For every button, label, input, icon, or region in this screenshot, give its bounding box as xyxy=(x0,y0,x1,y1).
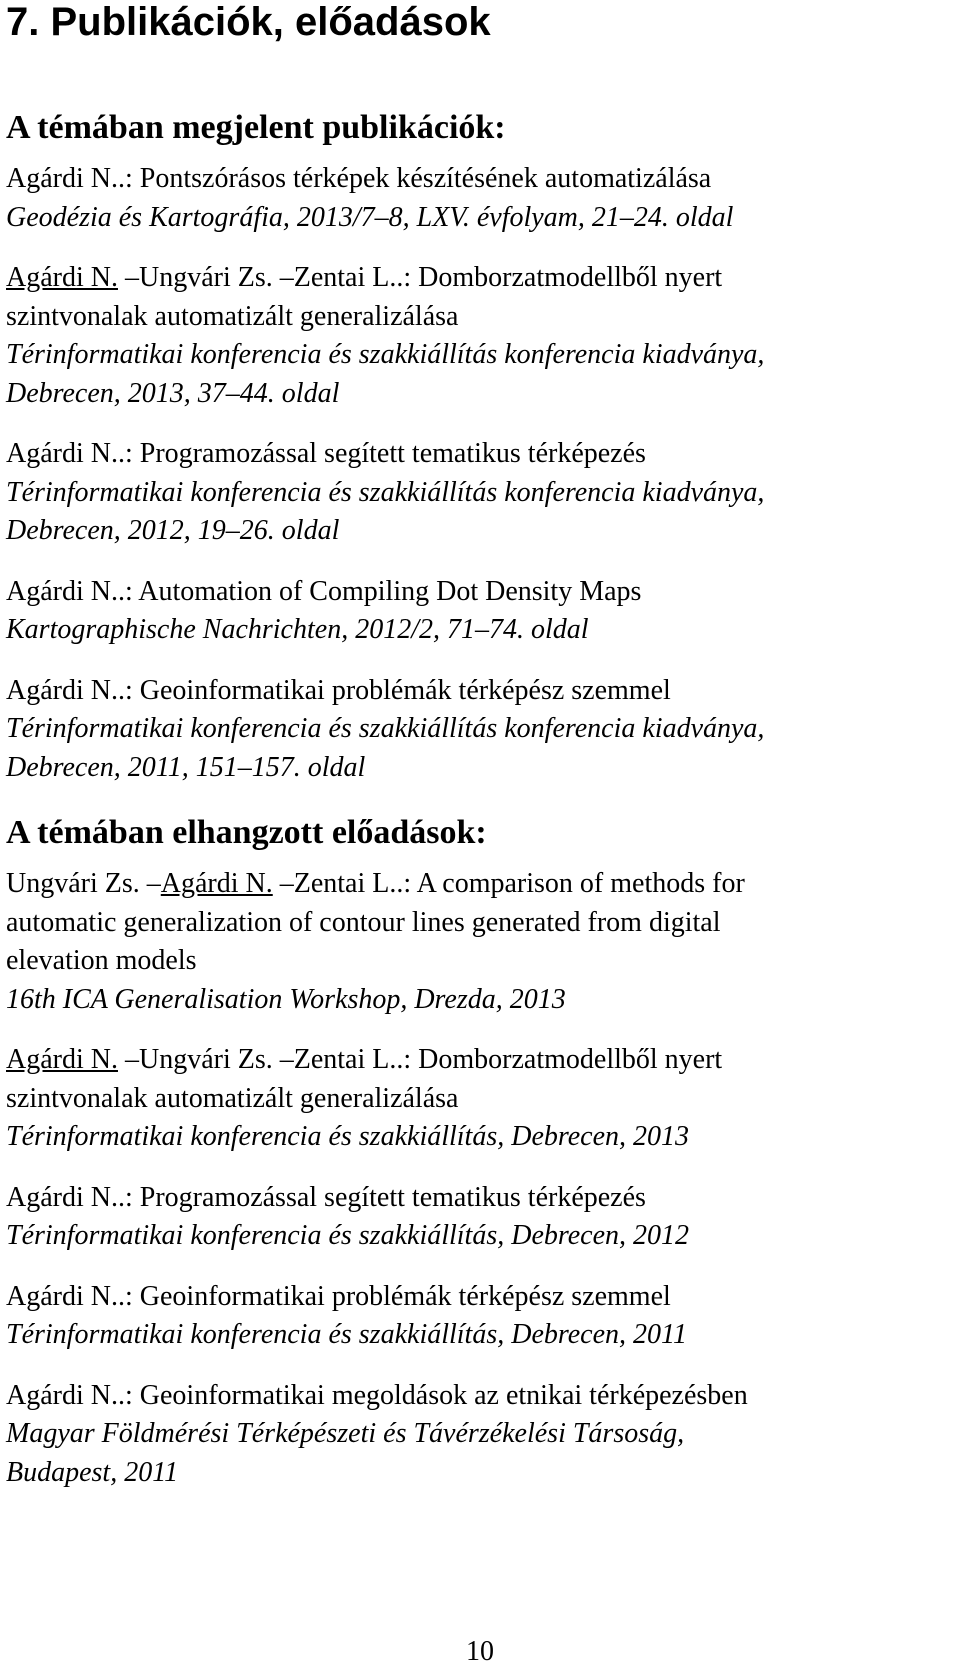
chapter-title: 7. Publikációk, előadások xyxy=(6,0,491,44)
entry-title: .: Automation of Compiling Dot Density Maps xyxy=(117,575,642,607)
entry-venue-line: Térinformatikai konferencia és szakkiállítás, Debrecen, 2013 xyxy=(6,1121,690,1152)
author-name: Agárdi N. xyxy=(6,163,118,194)
entry-venue-line: Budapest, 2011 xyxy=(6,1456,179,1488)
entry-venue-line: Geodézia és Kartográfia, 2013/7–8, LXV. évfolyam, 21–24. oldal xyxy=(6,201,734,233)
document-page xyxy=(6,0,956,1514)
entry-title: .: Domborzatmodellből nyert xyxy=(396,262,723,293)
talk-entry xyxy=(6,865,956,1019)
publication-entry xyxy=(6,573,956,650)
entry-venue-line: Debrecen, 2013, 37–44. oldal xyxy=(6,377,340,409)
author-name: Zentai L. xyxy=(293,868,397,899)
publication-entry xyxy=(6,160,956,237)
author-name: Agárdi N. xyxy=(6,438,118,469)
entry-title: .: Pontszórásos térképek készítésének automatizálása xyxy=(117,163,712,194)
entry-author-line xyxy=(6,1278,956,1317)
entry-author-line xyxy=(6,435,956,474)
publication-entry xyxy=(6,259,956,413)
entry-title: .: Geoinformatikai problémák térképész szemmel xyxy=(117,674,671,706)
entry-venue-line: Térinformatikai konferencia és szakkiállítás, Debrecen, 2012 xyxy=(6,1220,690,1251)
entry-venue-line: Debrecen, 2012, 19–26. oldal xyxy=(6,515,340,546)
talk-list xyxy=(6,865,956,1492)
talk-entry xyxy=(6,1041,956,1157)
entry-venue-line: 16th ICA Generalisation Workshop, Drezda, 2013 xyxy=(6,983,566,1015)
author-name: Agárdi N. xyxy=(6,1181,118,1213)
author-name: Agárdi N. xyxy=(6,674,118,706)
author-separator: – xyxy=(139,868,161,899)
author-separator: – xyxy=(117,262,139,293)
entry-title-line: szintvonalak automatizált generalizálása xyxy=(6,300,459,332)
author-separator: – xyxy=(117,1044,139,1075)
entry-title: .: Domborzatmodellből nyert xyxy=(396,1044,723,1075)
author-name: Agárdi N. xyxy=(6,1379,118,1411)
entry-title: .: A comparison of methods for xyxy=(396,868,745,899)
entry-title: .: Geoinformatikai problémák térképész szemmel xyxy=(117,1280,671,1312)
entry-title: .: Geoinformatikai megoldások az etnikai térképezésben xyxy=(117,1379,748,1411)
publication-entry xyxy=(6,435,956,551)
entry-author-line xyxy=(6,573,956,612)
entry-venue-line: Térinformatikai konferencia és szakkiállítás konferencia kiadványa, xyxy=(6,476,765,508)
entry-title-line: automatic generalization of contour lines generated from digital xyxy=(6,906,721,938)
author-separator: – xyxy=(272,868,294,899)
author-name: Agárdi N. xyxy=(6,575,118,607)
author-name: Ungvári Zs. xyxy=(138,1044,273,1075)
publication-entry xyxy=(6,672,956,788)
author-name: Ungvári Zs. xyxy=(6,868,140,899)
entry-venue-line: Térinformatikai konferencia és szakkiállítás konferencia kiadványa, xyxy=(6,713,765,744)
entry-venue-line: Térinformatikai konferencia és szakkiállítás konferencia kiadványa, xyxy=(6,339,765,370)
author-name: Agárdi N. xyxy=(6,1280,118,1312)
entry-title: .: Programozással segített tematikus térképezés xyxy=(117,1181,646,1213)
entry-venue-line: Magyar Földmérési Térképészeti és Távérzékelési Társoság, xyxy=(6,1418,685,1449)
entry-author-line xyxy=(6,865,956,904)
talks-heading: A témában elhangzott előadások: xyxy=(6,814,487,851)
entry-venue-line: Kartographische Nachrichten, 2012/2, 71–74. oldal xyxy=(6,614,589,645)
entry-title-line: szintvonalak automatizált generalizálása xyxy=(6,1082,459,1114)
entry-author-line xyxy=(6,1179,956,1218)
author-name: Agárdi N. xyxy=(6,1044,118,1075)
entry-venue-line: Térinformatikai konferencia és szakkiállítás, Debrecen, 2011 xyxy=(6,1319,687,1350)
publication-list xyxy=(6,160,956,787)
talk-entry xyxy=(6,1278,956,1355)
talk-entry xyxy=(6,1179,956,1256)
page-number: 10 xyxy=(466,1636,494,1667)
talk-entry xyxy=(6,1377,956,1493)
author-name: Agárdi N. xyxy=(6,262,118,293)
entry-author-line xyxy=(6,259,956,298)
author-name: Ungvári Zs. xyxy=(138,262,273,293)
entry-venue-line: Debrecen, 2011, 151–157. oldal xyxy=(6,751,366,783)
author-name: Zentai L. xyxy=(293,1044,397,1075)
author-separator: – xyxy=(272,1044,294,1075)
entry-title-line: elevation models xyxy=(6,945,197,976)
entry-title: .: Programozással segített tematikus térképezés xyxy=(117,438,646,469)
entry-author-line xyxy=(6,1377,956,1416)
publications-heading: A témában megjelent publikációk: xyxy=(6,109,506,146)
entry-author-line xyxy=(6,1041,956,1080)
entry-author-line xyxy=(6,672,956,711)
author-name: Agárdi N. xyxy=(160,868,273,899)
entry-author-line xyxy=(6,160,956,199)
author-name: Zentai L. xyxy=(293,262,397,293)
author-separator: – xyxy=(272,262,294,293)
